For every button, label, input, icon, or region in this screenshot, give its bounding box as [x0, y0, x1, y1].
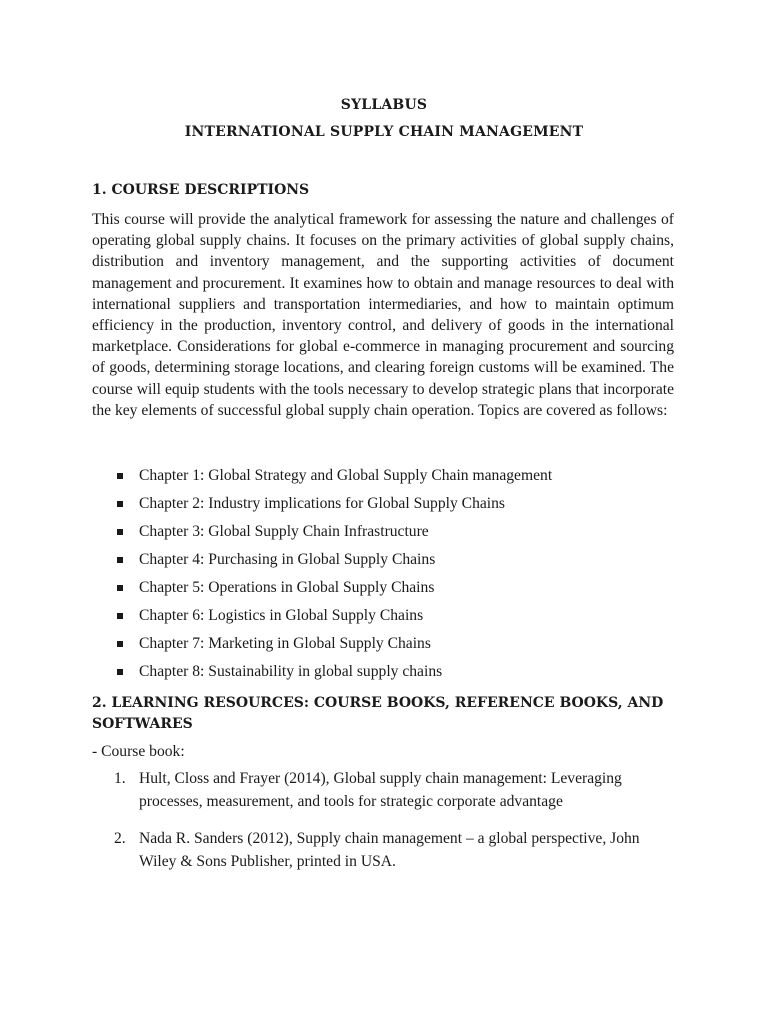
section-heading-course-descriptions: 1. COURSE DESCRIPTIONS — [92, 182, 310, 198]
chapter-label: Chapter 4: Purchasing in Global Supply Chains — [139, 551, 436, 568]
chapter-label: Chapter 5: Operations in Global Supply Chains — [139, 579, 435, 596]
list-item — [92, 632, 692, 660]
document-title: SYLLABUS — [340, 97, 428, 113]
list-item — [92, 604, 692, 632]
list-item — [92, 767, 692, 813]
list-item — [92, 548, 692, 576]
square-bullet-icon — [117, 669, 123, 675]
book-number: 1. — [114, 770, 126, 787]
section-heading-learning-resources: 2. LEARNING RESOURCES: COURSE BOOKS, REFERENCE BOOKS, AND SOFTWARES — [92, 695, 664, 732]
book-number: 2. — [114, 830, 126, 847]
square-bullet-icon — [117, 585, 123, 591]
chapter-label: Chapter 7: Marketing in Global Supply Chains — [139, 635, 431, 652]
document-subtitle: INTERNATIONAL SUPPLY CHAIN MANAGEMENT — [184, 124, 584, 140]
square-bullet-icon — [117, 557, 123, 563]
list-item — [92, 827, 692, 873]
list-item — [92, 576, 692, 604]
course-book-label: - Course book: — [92, 743, 185, 760]
list-item — [92, 464, 692, 492]
chapter-label: Chapter 2: Industry implications for Global Supply Chains — [139, 495, 505, 512]
square-bullet-icon — [117, 613, 123, 619]
chapter-label: Chapter 1: Global Strategy and Global Supply Chain management — [139, 467, 553, 484]
course-description-paragraph: This course will provide the analytical framework for assessing the nature and challenges of operating global supply chains. It focuses on the primary activities of global supply chains, distribution and inventory management, and the supporting activities of document management and procurement. It examines how to obtain and manage resources to deal with international suppliers and transportation intermediaries, and how to maintain optimum efficiency in the production, inventory control, and delivery of goods in the international marketplace. Considerations for global e-commerce in managing procurement and sourcing of goods, determining storage locations, and clearing foreign customs will be examined. The course will equip students with the tools necessary to develop strategic plans that incorporate the key elements of successful global supply chain operation. Topics are covered as follows: — [92, 211, 674, 419]
list-item — [92, 660, 692, 688]
book-citation: Hult, Closs and Frayer (2014), Global supply chain management: Leveraging processes, measurement, and tools for strategic corporate advantage — [139, 770, 622, 810]
square-bullet-icon — [117, 529, 123, 535]
square-bullet-icon — [117, 641, 123, 647]
square-bullet-icon — [117, 501, 123, 507]
book-list — [92, 767, 692, 887]
square-bullet-icon — [117, 473, 123, 479]
chapter-list — [92, 464, 692, 688]
chapter-label: Chapter 6: Logistics in Global Supply Chains — [139, 607, 424, 624]
chapter-label: Chapter 3: Global Supply Chain Infrastructure — [139, 523, 429, 540]
book-citation: Nada R. Sanders (2012), Supply chain management – a global perspective, John Wiley & Sons Publisher, printed in USA. — [139, 830, 640, 870]
list-item — [92, 492, 692, 520]
chapter-label: Chapter 8: Sustainability in global supply chains — [139, 663, 443, 680]
list-item — [92, 520, 692, 548]
